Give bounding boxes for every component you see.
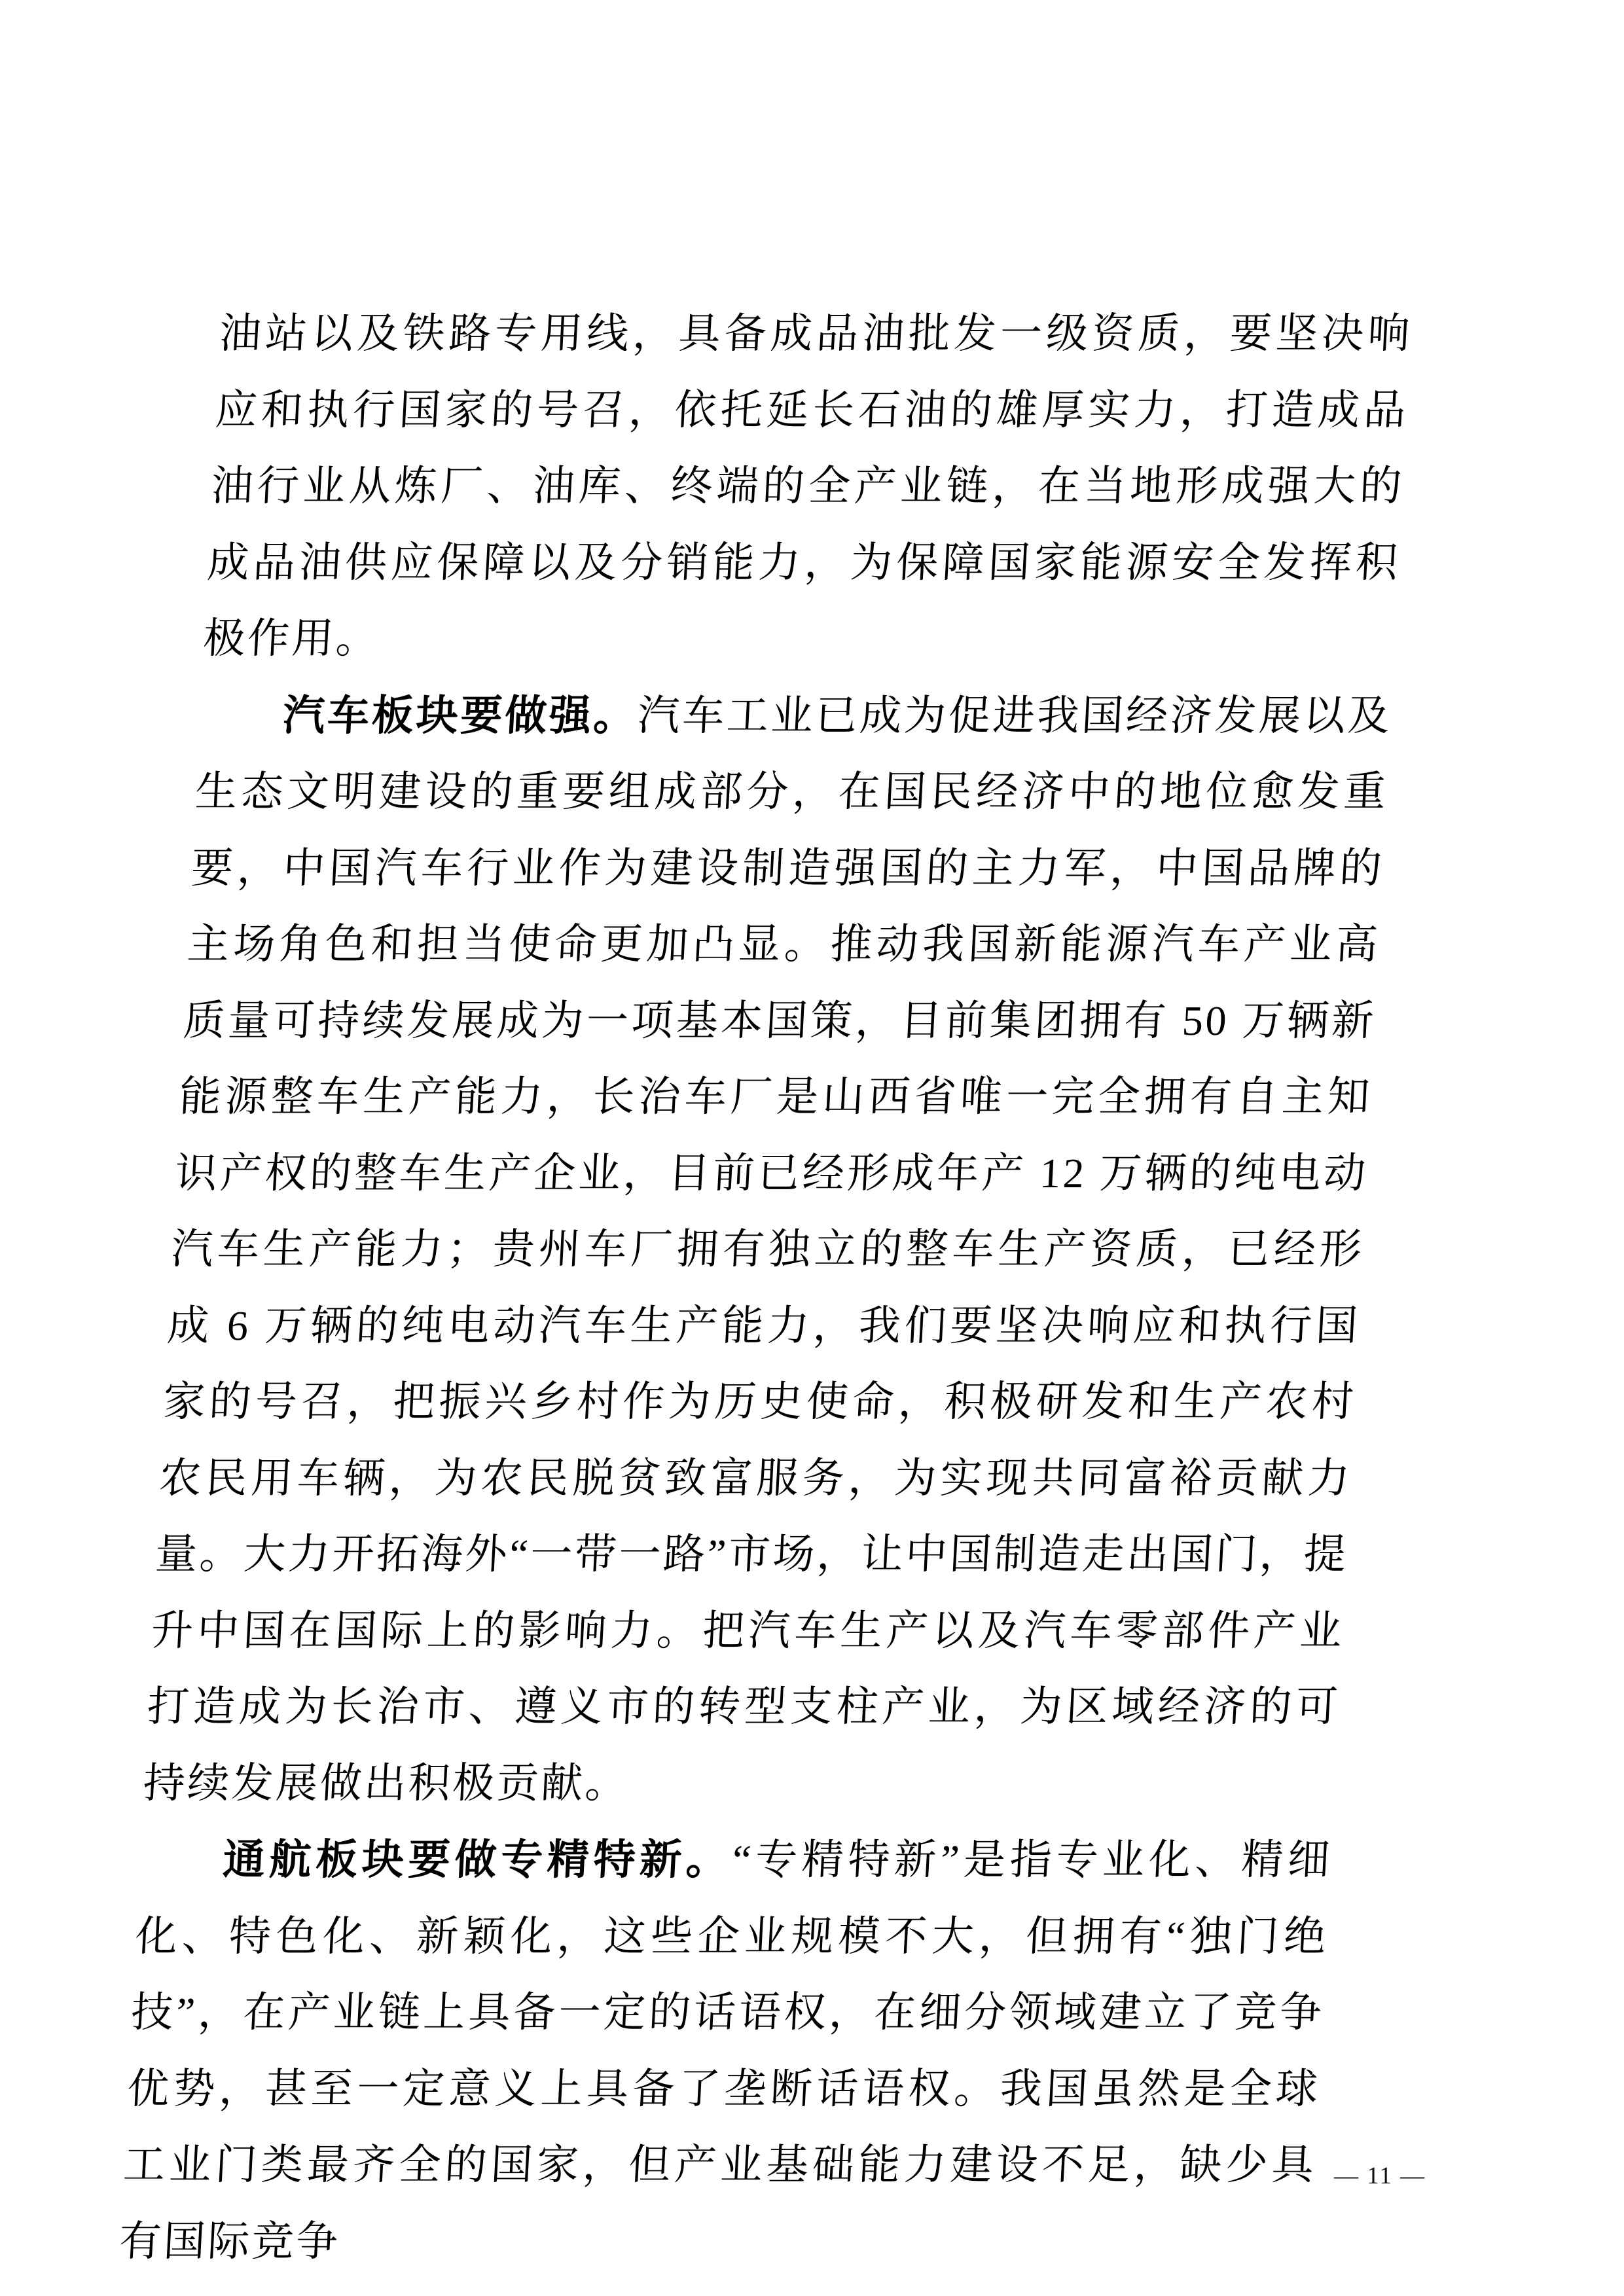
- paragraph: [117, 1821, 1334, 2280]
- paragraph-text: 油站以及铁路专用线，具备成品油批发一级资质，要坚决响应和执行国家的号召，依托延长石油的雄厚实力，打造成品油行业从炼厂、油库、终端的全产业链，在当地形成强大的成品油供应保障以及分销能力，为保障国家能源安全发挥积极作用。: [202, 310, 1413, 662]
- paragraph-lead-bold: 通航板块要做专精特新。: [221, 1836, 734, 1883]
- paragraph: [141, 677, 1394, 1822]
- document-body: [117, 296, 1414, 2280]
- paragraph-text: “专精特新”是指专业化、精细化、特色化、新颖化，这些企业规模不大，但拥有“独门绝技”，在产业链上具备一定的话语权，在细分领域建立了竞争优势，甚至一定意义上具备了垄断话语权。我国虽然是全球工业门类最齐全的国家，但产业基础能力建设不足，缺少具有国际竞争: [118, 1837, 1333, 2265]
- paragraph-lead-bold: 汽车板块要做强。: [281, 691, 640, 739]
- paragraph-text: 汽车工业已成为促进我国经济发展以及生态文明建设的重要组成部分，在国民经济中的地位愈发重要，中国汽车行业作为建设制造强国的主力军，中国品牌的主场角色和担当使命更加凸显。推动我国新能源汽车产业高质量可持续发展成为一项基本国策，目前集团拥有 50 万辆新能源整车生产能力，长治车厂是山西省唯一完全拥有自主知识产权的整车生产企业，目前已经形成年产 12 万辆的纯电动汽车生产能力；贵州车厂拥有独立的整车生产资质，已经形成 6 万辆的纯电动汽车生产能力，我们要坚决响应和执行国家的号召，把振兴乡村作为历史使命，积极研发和生产农村农民用车辆，为农民脱贫致富服务，为实现共同富裕贡献力量。大力开拓海外“一带一路”市场，让中国制造走出国门，提升中国在国际上的影响力。把汽车生产以及汽车零部件产业打造成为长治市、遵义市的转型支柱产业，为区域经济的可持续发展做出积极贡献。: [142, 692, 1394, 1806]
- paragraph: [201, 296, 1414, 677]
- page-number: — 11 —: [1334, 2162, 1426, 2189]
